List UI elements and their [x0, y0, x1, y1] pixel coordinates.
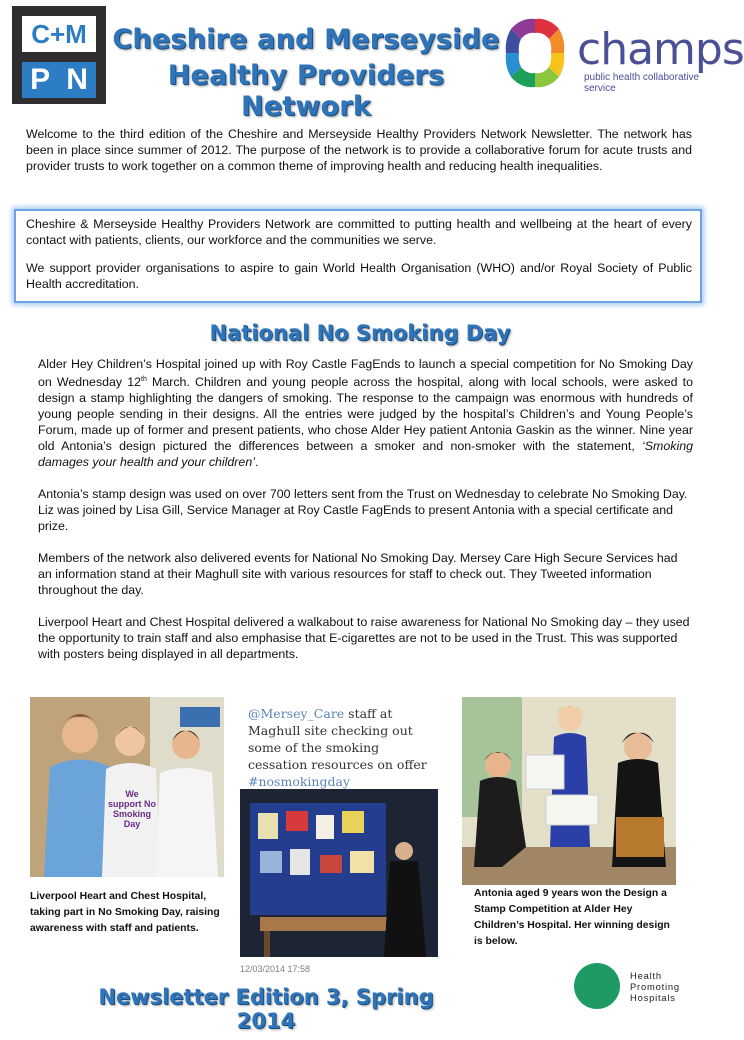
photo-antonia-award — [462, 697, 676, 885]
info-stand-illustration — [240, 789, 438, 957]
commitment-box — [14, 209, 702, 303]
tweet-screenshot — [240, 697, 438, 957]
article-text: March. Children and young people across the hospital, along with local schools, were asked to design a stamp highlighting the dangers of smoking. The response to the campaign was enormous with hundreds of young people sending in their designs. All the entries were judged by the hospital’s Children’s and Young People’s Forum, made up of former and present patients, who chose Alder Hey patient Antonia Gaskin as the winner. Nine year old Antonia’s design pictured the differences between a smoker and non-smoker with the statement, — [38, 375, 693, 454]
section-title: National No Smoking Day — [209, 321, 511, 345]
hph-line: Promoting — [630, 981, 680, 992]
cmhpn-logo — [12, 6, 106, 104]
article-paragraph-stamp: Antonia’s stamp design was used on over 700 letters sent from the Trust on Wednesday to celebrate No Smoking Day. Liz was joined by Lisa Gill, Service Manager at Roy Castle FagEnds to present Antonia with a special certificate and prize. — [38, 487, 688, 534]
hph-logo-icon — [574, 963, 620, 1009]
award-presentation-illustration — [462, 697, 676, 885]
article-paragraph-competition — [38, 356, 693, 470]
newsletter-title-line-2: Healthy Providers Network — [167, 60, 445, 122]
article-text: . — [254, 455, 259, 470]
article-paragraph-mersey-care: Members of the network also delivered events for National No Smoking Day. Mersey Care High Secure Services had an information stand at their Maghull site with various resources for staff to check out. They Tweeted information throughout the day. — [38, 551, 678, 598]
hph-line: Health — [630, 970, 662, 981]
commitment-paragraph: Cheshire & Merseyside Healthy Providers Network are committed to putting health and wellbeing at the heart of every contact with patients, clients, our workforce and the communities we serve. — [26, 217, 692, 247]
champs-ring-icon — [506, 16, 564, 90]
tweet-handle: @Mersey_Care — [248, 706, 345, 721]
logo-cm-text: C+M — [22, 16, 96, 52]
tweet-text — [248, 705, 434, 790]
logo-p-letter: P — [30, 63, 51, 96]
tweet-body: staff at Maghull site checking out some of the smoking cessation resources on offer — [248, 706, 427, 772]
footer-edition-title: Newsletter Edition 3, Spring 2014 — [98, 985, 434, 1033]
intro-paragraph: Welcome to the third edition of the Cheshire and Merseyside Healthy Providers Network Newsletter. The network has been in place since summer of 2012. The purpose of the network is to provide a collaborative forum for acute trusts and provider trusts to work together on a common theme of improving health and reducing health inequalities. — [26, 127, 692, 173]
caption-antonia: Antonia aged 9 years won the Design a Stamp Competition at Alder Hey Children’s Hospital. Her winning design is below. — [474, 888, 670, 947]
accreditation-paragraph: We support provider organisations to aspire to gain World Health Organisation (WHO) and/or Royal Society of Public Health accreditation. — [26, 261, 692, 291]
article-body — [38, 356, 693, 678]
staff-group-illustration — [30, 697, 224, 877]
logo-n-letter: N — [66, 63, 88, 96]
article-paragraph-liverpool-heart: Liverpool Heart and Chest Hospital delivered a walkabout to raise awareness for National No Smoking day – they used the opportunity to train staff and also emphasise that E-cigarettes are not to be used in the Trust. This was supported with posters being displayed in all departments. — [38, 615, 690, 662]
ordinal-suffix: th — [141, 376, 147, 383]
support-shirt-text: We support No Smoking Day — [108, 789, 156, 829]
logo-pn-block — [22, 62, 96, 98]
winning-statement-quote: ‘Smoking damages your health and your children’ — [38, 439, 693, 470]
newsletter-title-line-1: Cheshire and Merseyside — [112, 24, 500, 55]
tweet-timestamp: 12/03/2014 17:58 — [240, 964, 311, 974]
hph-logo-text — [630, 970, 680, 1003]
caption-liverpool-heart: Liverpool Heart and Chest Hospital, taking part in No Smoking Day, raising awareness with staff and patients. — [30, 891, 220, 934]
hph-line: Hospitals — [630, 992, 676, 1003]
photo-liverpool-heart-staff — [30, 697, 224, 877]
champs-logo-tagline: public health collaborative service — [584, 72, 700, 94]
tweet-hashtag: #nosmokingday — [248, 774, 350, 789]
article-text: Alder Hey Children’s Hospital joined up with Roy Castle FagEnds to launch a special competition for No Smoking Day on Wednesday 12 — [38, 357, 693, 390]
tweet-photo-info-stand — [240, 789, 438, 957]
champs-logo-word: champs — [577, 24, 744, 75]
